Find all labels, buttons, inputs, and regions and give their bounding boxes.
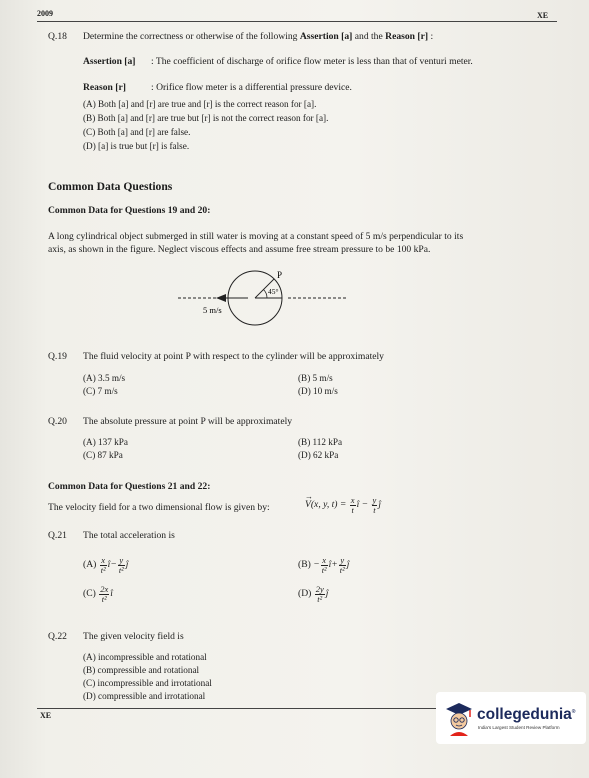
point-p-label: P <box>277 270 283 280</box>
qb-j: ĵ <box>346 559 350 571</box>
qb-minus: − <box>313 559 320 571</box>
j-hat: ĵ <box>378 499 381 511</box>
q21-option-d <box>298 585 328 603</box>
qb-x: x <box>322 555 327 565</box>
qa-i: î <box>107 559 111 571</box>
i-hat: î <box>356 499 360 511</box>
t-denominator: t <box>351 504 354 515</box>
cd-21-22-heading: Common Data for Questions 21 and 22: <box>48 481 211 492</box>
qc-i: î <box>110 588 113 600</box>
angle-label: 45° <box>268 287 279 296</box>
y-over-t <box>372 496 378 514</box>
header-rule <box>37 21 557 22</box>
qa-x-frac <box>100 556 107 574</box>
logo-tagline: India's Largest Student Review Platform <box>478 725 560 730</box>
qa-minus: − <box>110 559 117 571</box>
x-over-t <box>350 496 356 514</box>
q20-option-b: (B) 112 kPa <box>298 437 343 447</box>
q21-option-c <box>83 585 113 603</box>
qa-t2b: t² <box>118 564 124 575</box>
qa-t2: t² <box>100 564 106 575</box>
q21-option-c-label: (C) <box>83 588 96 600</box>
qb-plus: + <box>331 559 338 571</box>
cd-21-22-text: The velocity field for a two dimensional flow is given by: <box>48 502 270 513</box>
q19-option-b: (B) 5 m/s <box>298 373 333 383</box>
q21-option-a-label: (A) <box>83 559 97 571</box>
q20-number: Q.20 <box>48 416 67 427</box>
x-numerator: x <box>350 495 355 505</box>
v-vector <box>305 492 347 511</box>
logo-trademark: ® <box>571 708 576 715</box>
q20-text: The absolute pressure at point P will be approximately <box>83 416 293 427</box>
qb-x-frac <box>321 556 328 574</box>
qd-2y-frac <box>315 585 325 603</box>
qa-y: y <box>119 555 124 565</box>
q18-and: and the <box>352 31 386 42</box>
qd-t2: t² <box>317 593 323 604</box>
q19-option-d: (D) 10 m/s <box>298 386 338 396</box>
q22-option-c: (C) incompressible and irrotational <box>83 678 212 688</box>
angle-arc <box>264 290 268 299</box>
avatar-shirt <box>450 732 468 736</box>
t-denominator-2: t <box>373 504 376 515</box>
qb-i: î <box>328 559 332 571</box>
cylinder-figure <box>170 268 350 330</box>
qa-j: ĵ <box>125 559 129 571</box>
q21-option-a <box>83 556 128 574</box>
q18-stem-text: Determine the correctness or otherwise of the following <box>83 31 300 42</box>
header-paper-code: XE <box>537 11 549 20</box>
q18-stem <box>83 31 433 42</box>
q18-reason-ref: Reason [r] <box>385 31 429 42</box>
qb-y: y <box>340 555 345 565</box>
q19-number: Q.19 <box>48 351 67 362</box>
q22-option-d: (D) compressible and irrotational <box>83 691 206 701</box>
q21-number: Q.21 <box>48 530 67 541</box>
q22-text: The given velocity field is <box>83 631 184 642</box>
footer-code: XE <box>40 711 52 720</box>
q19-option-c: (C) 7 m/s <box>83 386 118 396</box>
velocity-arrow-head <box>216 294 226 302</box>
qc-2x: 2x <box>100 584 109 594</box>
logo-name <box>477 706 575 724</box>
q18-assertion-ref: Assertion [a] <box>299 31 353 42</box>
q21-option-d-label: (D) <box>298 588 312 600</box>
v-lhs: V(x, y, t) = <box>305 499 347 511</box>
cd-19-20-text-line1: A long cylindrical object submerged in still water is moving at a constant speed of 5 m/s perpendicular to its <box>48 231 464 242</box>
speed-label: 5 m/s <box>203 305 222 315</box>
q19-text: The fluid velocity at point P with respect to the cylinder will be approximately <box>83 351 384 362</box>
reason-text: : Orifice flow meter is a differential pressure device. <box>151 82 352 93</box>
qc-2x-frac <box>99 585 109 603</box>
q18-option-b: (B) Both [a] and [r] are true but [r] is not the correct reason for [a]. <box>83 113 329 123</box>
assertion-text: : The coefficient of discharge of orifice flow meter is less than that of venturi meter. <box>151 56 473 67</box>
common-data-heading: Common Data Questions <box>48 180 173 193</box>
header-year: 2009 <box>37 9 53 18</box>
q20-option-d: (D) 62 kPa <box>298 450 339 460</box>
graduate-avatar-icon <box>444 700 474 736</box>
avatar-face <box>451 713 467 729</box>
q18-option-a: (A) Both [a] and [r] are true and [r] is the correct reason for [a]. <box>83 99 317 109</box>
minus-sign: − <box>361 499 369 511</box>
q18-option-c: (C) Both [a] and [r] are false. <box>83 127 191 137</box>
velocity-field-equation <box>305 492 381 515</box>
y-numerator: y <box>372 495 377 505</box>
assertion-label: Assertion [a] <box>83 56 136 67</box>
vector-arrow-icon: → <box>305 492 313 502</box>
q18-number: Q.18 <box>48 31 67 42</box>
q20-option-c: (C) 87 kPa <box>83 450 123 460</box>
qd-j: ĵ <box>325 588 329 600</box>
q18-option-d: (D) [a] is true but [r] is false. <box>83 141 190 151</box>
q21-option-b-label: (B) <box>298 559 311 571</box>
collegedunia-logo[interactable] <box>436 692 586 744</box>
qd-2y: 2y <box>315 584 324 594</box>
q21-text: The total acceleration is <box>83 530 175 541</box>
q22-option-b: (B) compressible and rotational <box>83 665 200 675</box>
cd-19-20-heading: Common Data for Questions 19 and 20: <box>48 205 211 216</box>
q18-colon: : <box>428 31 434 42</box>
qa-y-frac <box>118 556 125 574</box>
qc-t2: t² <box>101 593 107 604</box>
reason-label: Reason [r] <box>83 82 126 93</box>
q20-option-a: (A) 137 kPa <box>83 437 128 447</box>
qa-x: x <box>101 555 106 565</box>
q22-number: Q.22 <box>48 631 67 642</box>
q19-option-a: (A) 3.5 m/s <box>83 373 126 383</box>
cd-19-20-text-line2: axis, as shown in the figure. Neglect viscous effects and assume free stream pressure to be 100 kPa. <box>48 244 431 255</box>
qb-t2: t² <box>321 564 327 575</box>
q22-option-a: (A) incompressible and rotational <box>83 652 207 662</box>
qb-t2b: t² <box>339 564 345 575</box>
logo-name-text: collegedunia <box>477 706 572 723</box>
qb-y-frac <box>339 556 346 574</box>
q21-option-b <box>298 556 349 574</box>
